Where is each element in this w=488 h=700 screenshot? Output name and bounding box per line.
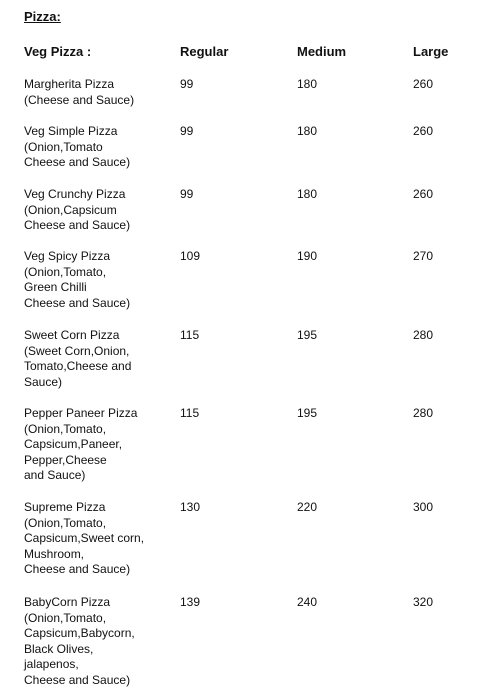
price-regular: 99: [180, 187, 194, 201]
item-name: Margherita Pizza (Cheese and Sauce): [24, 77, 135, 107]
price-regular: 130: [180, 500, 201, 514]
price-regular: 99: [180, 124, 194, 138]
price-regular: 115: [180, 406, 200, 420]
price-large: 260: [413, 187, 434, 201]
price-large: 260: [413, 124, 434, 138]
price-medium: 190: [297, 249, 318, 263]
item-name: Veg Crunchy Pizza (Onion,Capsicum Cheese and Sauce): [24, 187, 131, 233]
header-regular: Regular: [180, 44, 229, 59]
header-medium: Medium: [297, 44, 347, 59]
item-name: Veg Simple Pizza (Onion,Tomato Cheese and Sauce): [24, 124, 131, 170]
header-large: Large: [413, 44, 449, 59]
price-regular: 139: [180, 595, 201, 609]
price-regular: 115: [180, 328, 200, 342]
price-medium: 180: [297, 77, 318, 91]
item-name: BabyCorn Pizza (Onion,Tomato, Capsicum,Babycorn, Black Olives, jalapenos, Cheese and Sauce): [24, 595, 135, 687]
price-large: 300: [413, 500, 434, 514]
price-medium: 180: [297, 187, 318, 201]
section-title: Pizza:: [24, 9, 61, 24]
price-regular: 99: [180, 77, 194, 91]
item-name: Veg Spicy Pizza (Onion,Tomato, Green Chilli Cheese and Sauce): [24, 249, 131, 310]
price-large: 270: [413, 249, 434, 263]
price-large: 320: [413, 595, 434, 609]
item-name: Supreme Pizza (Onion,Tomato, Capsicum,Sweet corn, Mushroom, Cheese and Sauce): [24, 500, 145, 577]
price-large: 260: [413, 77, 434, 91]
price-medium: 195: [297, 328, 318, 342]
price-medium: 195: [297, 406, 318, 420]
price-medium: 220: [297, 500, 318, 514]
price-large: 280: [413, 328, 434, 342]
price-medium: 180: [297, 124, 318, 138]
price-large: 280: [413, 406, 434, 420]
item-name: Pepper Paneer Pizza (Onion,Tomato, Capsicum,Paneer, Pepper,Cheese and Sauce): [24, 406, 138, 483]
price-medium: 240: [297, 595, 318, 609]
item-name: Sweet Corn Pizza (Sweet Corn,Onion, Tomato,Cheese and Sauce): [24, 328, 132, 389]
price-regular: 109: [180, 249, 201, 263]
header-veg-pizza: Veg Pizza :: [24, 44, 92, 59]
